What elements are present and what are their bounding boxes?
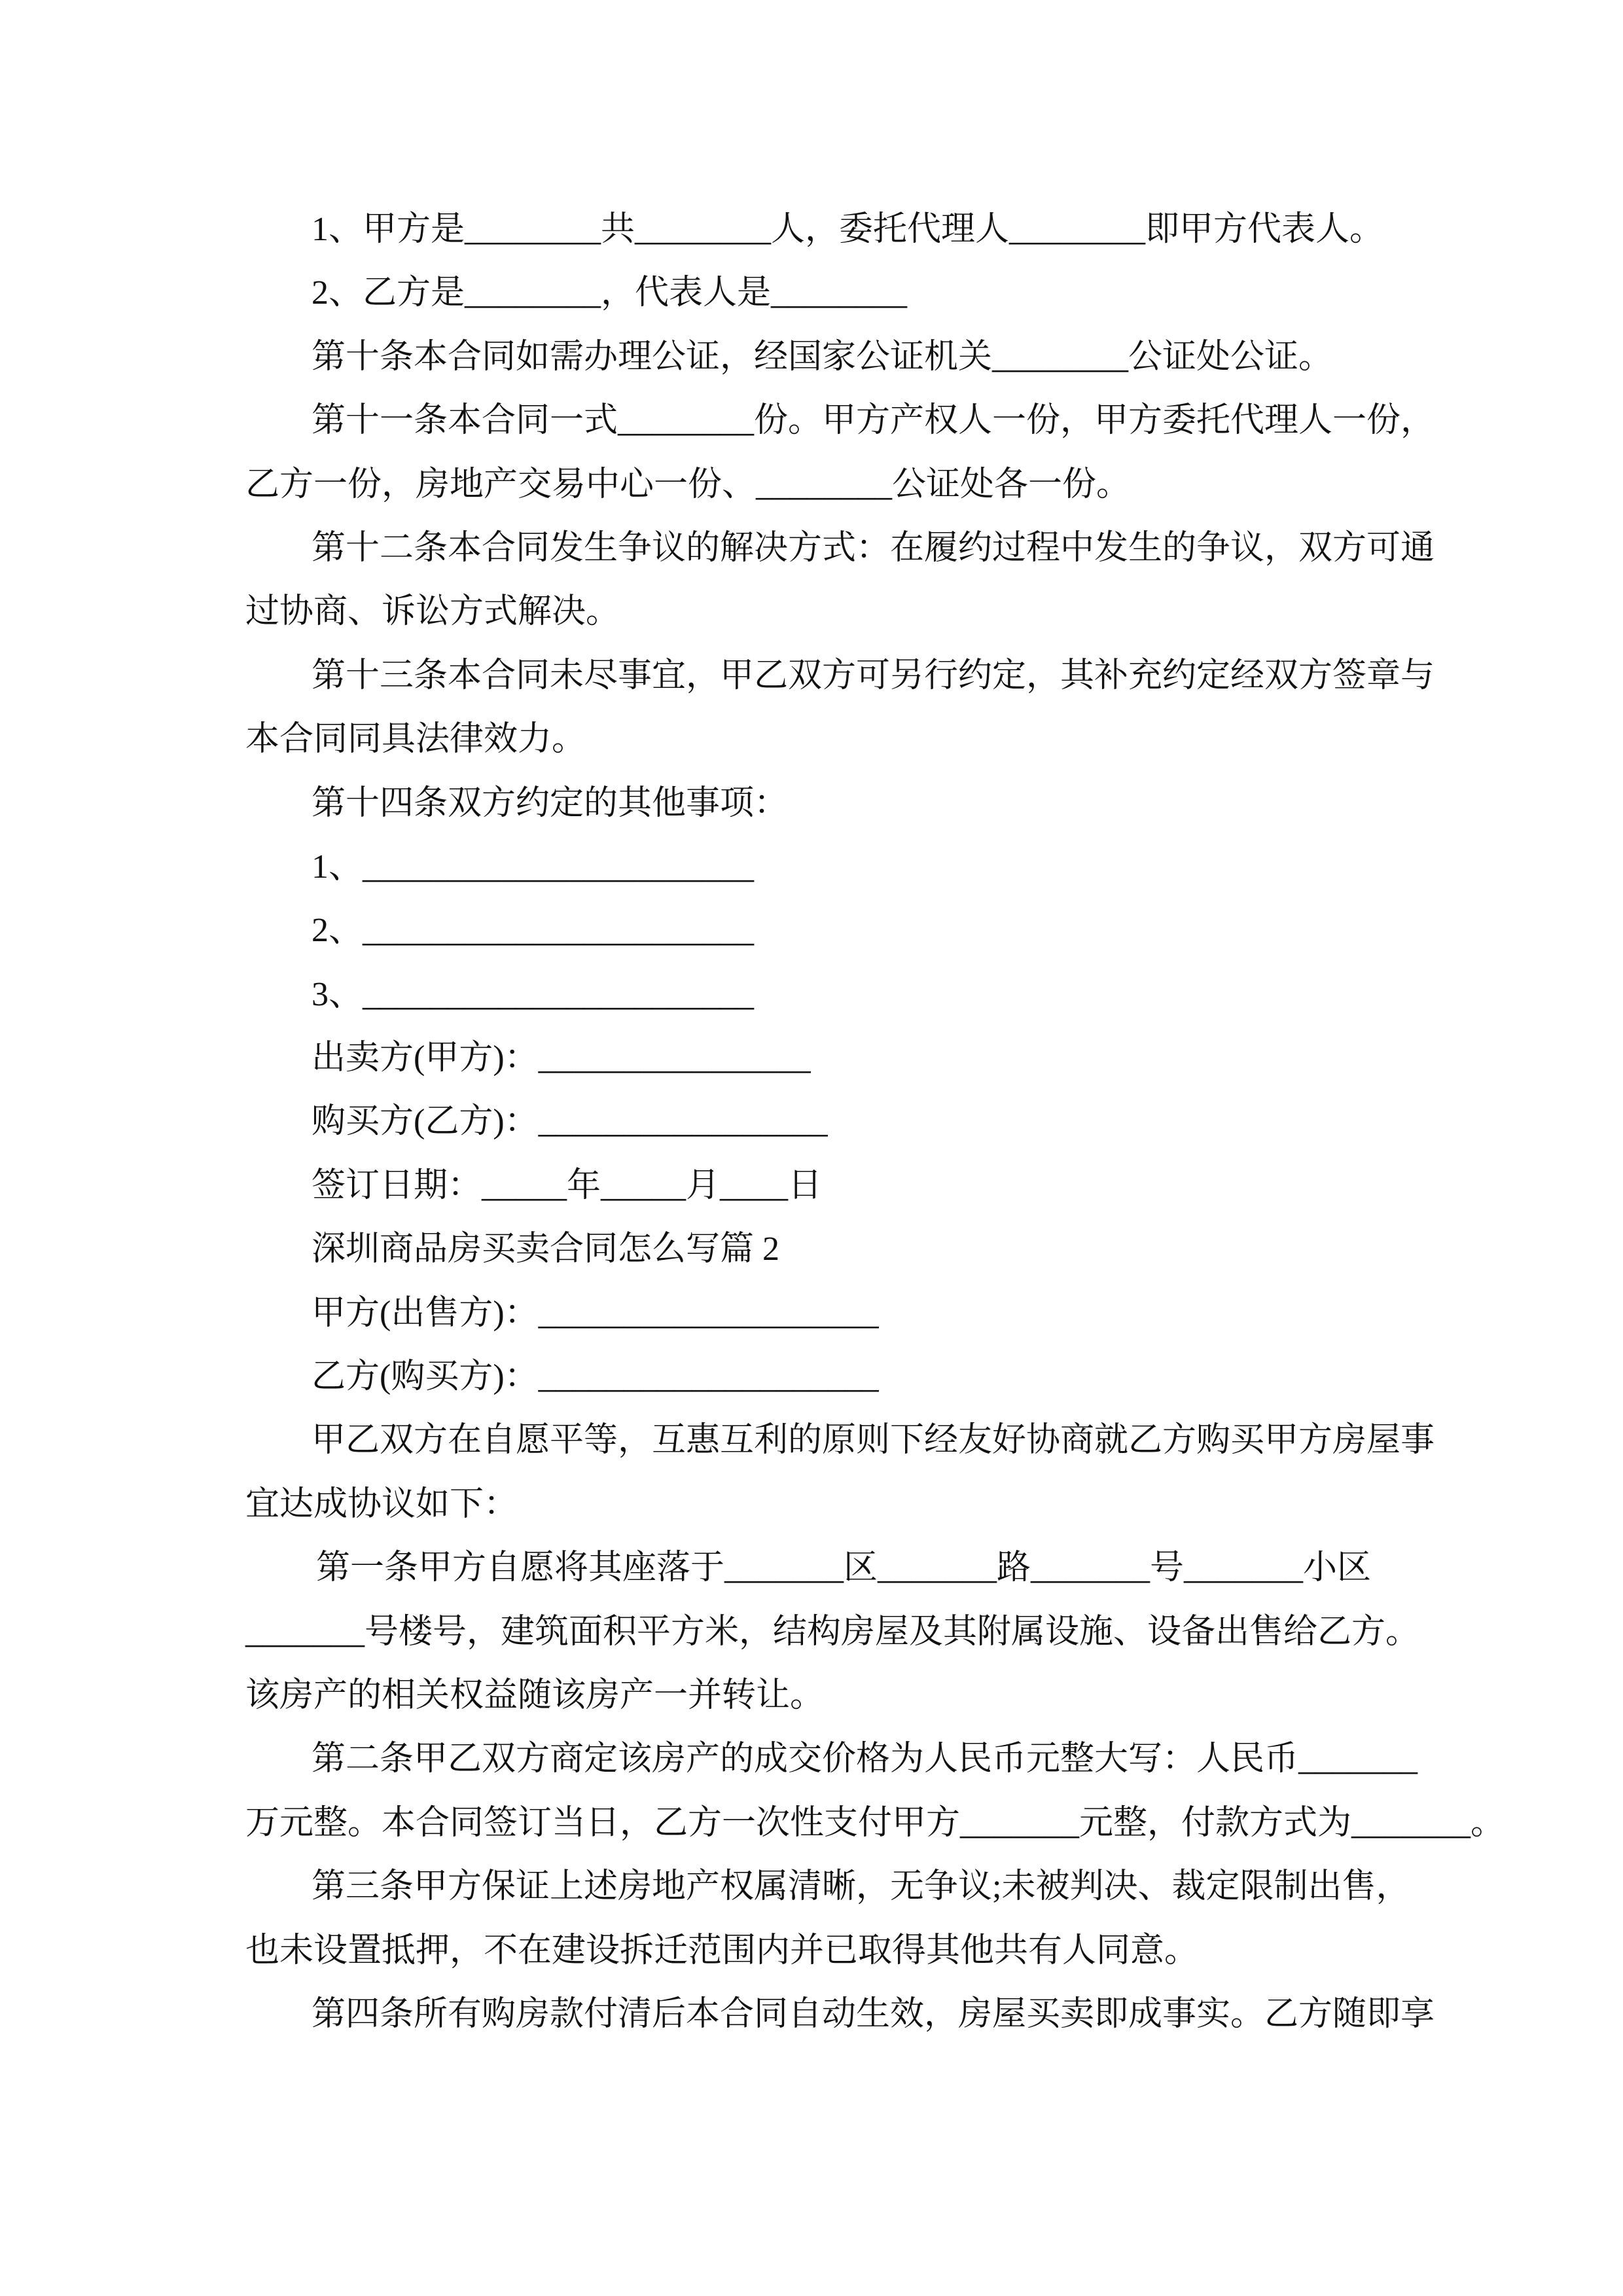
- article-14: 第十四条双方约定的其他事项：: [312, 784, 789, 822]
- other-item-2: 2、_______________________: [312, 912, 755, 950]
- article-3-line-2: 也未设置抵押，不在建设拆迁范围内并已取得其他共有人同意。: [245, 1931, 1199, 1969]
- party-b-item: 2、乙方是________，代表人是________: [312, 274, 908, 312]
- article-1-line-3: 该房产的相关权益随该房产一并转让。: [245, 1676, 825, 1714]
- article-1-line-2: _______号楼号，建筑面积平方米，结构房屋及其附属设施、设备出售给乙方。: [245, 1613, 1420, 1651]
- preamble-line-1: 甲乙双方在自愿平等，互惠互利的原则下经友好协商就乙方购买甲方房屋事: [312, 1422, 1435, 1460]
- article-1-line-1: 第一条甲方自愿将其座落于_______区_______路_______号_______小区: [316, 1549, 1372, 1587]
- article-12-line-1: 第十二条本合同发生争议的解决方式：在履约过程中发生的争议，双方可通: [312, 529, 1435, 567]
- article-2-line-2: 万元整。本合同签订当日，乙方一次性支付甲方_______元整，付款方式为_______。: [245, 1804, 1505, 1842]
- seller-signature: 出卖方(甲方)：________________: [312, 1039, 811, 1077]
- party-a-item: 1、甲方是________共________人，委托代理人________即甲方代表人。: [312, 211, 1384, 248]
- article-12-line-2: 过协商、诉讼方式解决。: [245, 593, 620, 631]
- document-page: [245, 198, 1505, 2046]
- article-3-line-1: 第三条甲方保证上述房地产权属清晰，无争议;未被判决、裁定限制出售，: [312, 1868, 1410, 1906]
- signing-date: 签订日期：_____年_____月____日: [312, 1166, 823, 1204]
- party-a-seller: 甲方(出售方)：____________________: [312, 1294, 879, 1332]
- article-13-line-1: 第十三条本合同未尽事宜，甲乙双方可另行约定，其补充约定经双方签章与: [312, 656, 1435, 694]
- other-item-3: 3、_______________________: [312, 975, 755, 1013]
- article-10: 第十条本合同如需办理公证，经国家公证机关________公证处公证。: [312, 338, 1333, 376]
- article-4-line-1: 第四条所有购房款付清后本合同自动生效，房屋买卖即成事实。乙方随即享: [312, 1995, 1435, 2033]
- section-title: 深圳商品房买卖合同怎么写篇 2: [312, 1230, 780, 1268]
- other-item-1: 1、_______________________: [312, 848, 755, 886]
- article-11-line-1: 第十一条本合同一式________份。甲方产权人一份，甲方委托代理人一份，: [312, 402, 1435, 440]
- article-13-line-2: 本合同同具法律效力。: [245, 721, 586, 759]
- party-b-buyer: 乙方(购买方)：____________________: [312, 1358, 879, 1396]
- preamble-line-2: 宜达成协议如下：: [245, 1485, 518, 1523]
- article-11-line-2: 乙方一份，房地产交易中心一份、________公证处各一份。: [245, 465, 1131, 503]
- buyer-signature: 购买方(乙方)：_________________: [312, 1103, 828, 1141]
- article-2-line-1: 第二条甲乙双方商定该房产的成交价格为人民币元整大写：人民币_______: [312, 1740, 1418, 1778]
